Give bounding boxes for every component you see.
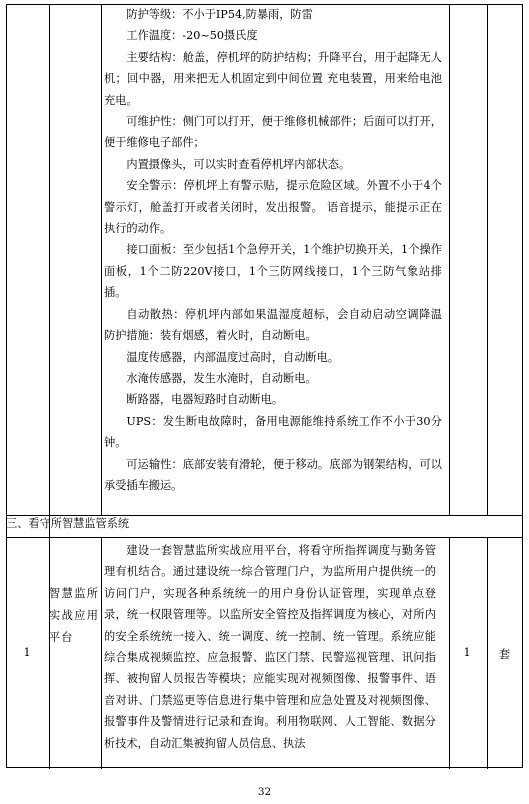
spec-paragraph: 自动散热：停机坪内部如果温湿度超标，会自动启动空调降温 防护措施：装有烟感，着火时，自动断电。 <box>104 307 442 343</box>
spec-paragraph: 水淹传感器，发生水淹时，自动断电。 <box>126 371 317 385</box>
row-index: 1 <box>23 646 31 659</box>
section-title: 三、看守所智慧监管系统 <box>6 517 130 530</box>
spec-paragraph: 接口面板：至少包括1个急停开关，1个维护切换开关，1个操作面板，1个二防220V接口，1个三防网线接口，1个三防气象站排插。 <box>104 243 442 300</box>
spec-paragraph: 主要结构：舱盖，停机坪的防护结构；升降平台，用于起降无人机；回中器，用来把无人机固定到中间位置 充电装置，用来给电池充电。 <box>104 50 442 107</box>
item-quantity: 1 <box>463 646 471 659</box>
spec-paragraph: 断路器，电器短路时自动断电。 <box>126 393 284 407</box>
col-divider <box>49 5 50 769</box>
col-divider <box>101 5 102 515</box>
spec-paragraph: 可维护性：侧门可以打开，便于维修机械部件；后面可以打开，便于维修电子部件； <box>104 115 442 150</box>
spec-paragraph: 内置摄像头，可以实时查看停机坪内部状态。 <box>126 157 351 171</box>
item-unit: 套 <box>498 648 511 661</box>
page-number: 32 <box>257 786 272 798</box>
item-description-text: 建设一套智慧监所实战应用平台，将看守所指挥调度与勤务管理有机结合。通过建设统一综合管理门户，为监所用户提供统一的访问门户，实现各种系统统一的用户身份认证管理，实现单点登录，统一权限管理等。以监所安全管控及指挥调度为核心，对所内的安全系统统一接入、统一调度、统一控制、统一管理。系统应能综合集成视频监控、应急报警、监区门禁、民警巡视管理、讯问指挥、被拘留人员报告等模块；应能实现对视频图像、报警事件、语音对讲、门禁巡更等信息进行集中管理和应急处置及对视频图像、报警事件及警情进行记录和查询。利用物联网、人工智能、数据分析技术，自动汇集被拘留人员信息、执法 <box>104 544 436 750</box>
spec-paragraph: 温度传感器，内部温度过高时，自动断电。 <box>126 350 339 364</box>
row-divider <box>7 537 522 538</box>
col-divider <box>449 5 450 515</box>
spec-paragraph: 防护等级：不小于IP54,防暴雨，防雷 <box>126 8 313 21</box>
spec-description-cell <box>104 4 442 496</box>
spec-paragraph: UPS：发生断电故障时，备用电源能维持系统工作不小于30分钟。 <box>104 414 442 450</box>
col-divider <box>101 537 102 769</box>
item-name: 智慧监所实战应用平台 <box>49 587 99 644</box>
spec-paragraph: 可运输性：底部安装有滑轮，便于移动。底部为钢架结构，可以承受插车搬运。 <box>104 457 442 492</box>
spec-paragraph: 工作温度：-20~50摄氏度 <box>126 29 258 43</box>
col-divider <box>487 5 488 515</box>
spec-paragraph: 安全警示：停机坪上有警示贴，提示危险区域。外置不小于4个警示灯，舱盖打开或者关闭时，发出报警。 语音提示，能提示正在执行的动作。 <box>104 179 442 236</box>
item-description <box>104 540 436 768</box>
